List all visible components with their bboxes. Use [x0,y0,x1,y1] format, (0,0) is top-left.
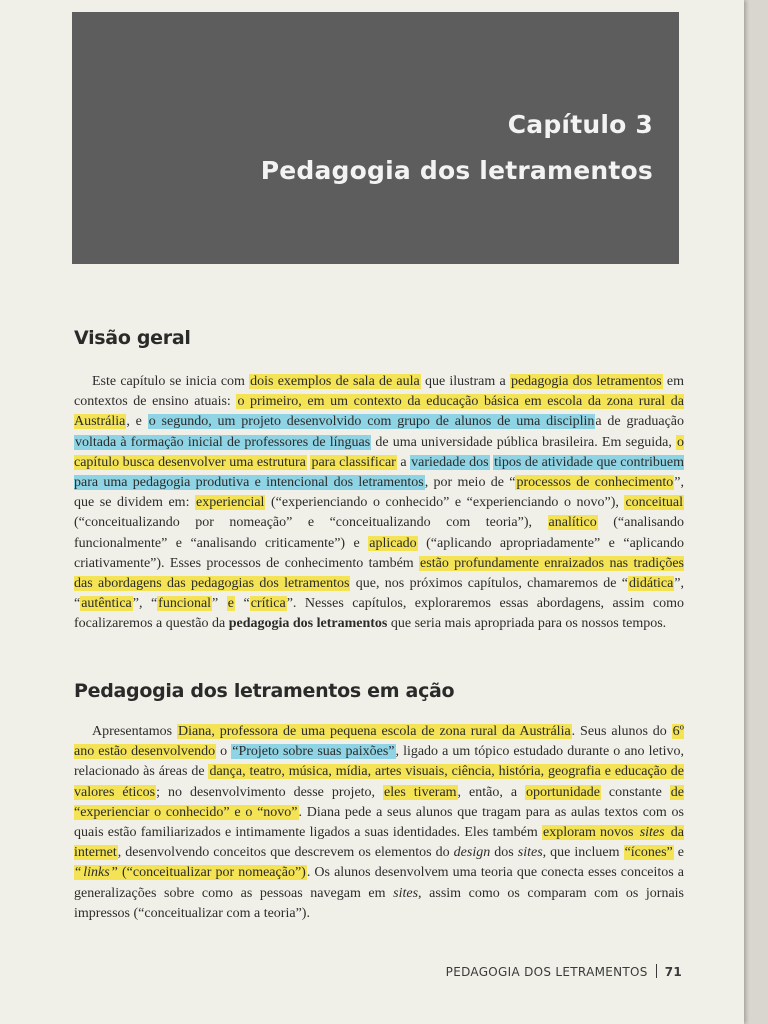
text-run: e [673,845,685,861]
section-heading-em-acao: Pedagogia dos letramentos em ação [74,680,455,702]
highlight-yellow: da internet [74,825,685,861]
highlight-yellow: o capítulo busca desenvolver uma estrutura [74,434,684,470]
highlight-yellow: experiencial [196,495,265,511]
page-footer [446,964,682,979]
text-run: ”. Nesses capítulos, exploraremos essas abordagens, assim como focalizaremos a questão da [74,596,684,632]
highlight-yellow: dança, teatro, música, mídia, artes visuais, ciência, história, geografia e educação de valores éticos [74,764,684,800]
text-run: (“aplicando apropriadamente” e “aplicando criativamente”). Esses processos de conhecimento também [74,535,685,571]
highlight-yellow: links [83,865,110,881]
text-run: dos [490,845,518,861]
highlight-blue: voltada à formação inicial de professores de línguas [75,434,371,450]
highlight-yellow: crítica [250,596,286,612]
highlight-yellow: e [227,596,234,612]
text-run: constante [600,784,670,800]
text-run: , assim como os comparam com os jornais impressos (“conceitualizar com a teoria”). [74,885,684,921]
highlight-yellow: eles tiveram [384,784,457,800]
highlight-yellow: exploram novos [542,825,638,841]
highlight-yellow: autêntica [81,596,132,612]
text-run: (“conceitualizando por nomeação” e “conceitualizando com teoria”), [74,515,548,531]
highlight-yellow: 6º ano estão desenvolvendo [74,724,684,760]
paragraph-em-acao [74,722,684,924]
text-run: (“experienciando o conhecido” e “experienciando o novo”), [265,495,625,511]
highlight-yellow: Diana, professora de uma pequena escola de zona rural da Austrália [177,724,571,739]
text-run: , ligado a um tópico estudado durante o ano letivo, relacionado às áreas de [74,744,685,780]
italic-text: sites [517,845,543,861]
highlight-yellow: oportunidade [526,784,600,800]
text-run: ” [212,596,227,612]
paragraph-visao-geral [74,372,684,635]
text-run: Apresentamos [92,724,177,739]
text-run: o [216,744,232,760]
text-run: “ [234,596,250,612]
highlight-yellow: “ [75,865,82,881]
text-run: , então, a [457,784,526,800]
text-run: que, nos próximos capítulos, chamaremos de “ [350,576,628,592]
text-run: , e [126,414,148,430]
highlight-yellow: estão profundamente enraizados nas tradições das abordagens das pedagogias dos letramentos [74,555,685,592]
page-number: 71 [664,965,682,979]
text-run: a [396,454,411,470]
text-run: . Os alunos desenvolvem uma teoria que conecta esses conceitos a generalizações sobre como as pessoas navegam em [74,865,684,901]
italic-text: sites [393,885,419,901]
highlight-yellow: processos de conhecimento [516,475,674,491]
highlight-yellow: analítico [548,515,597,531]
highlight-yellow: aplicado [369,535,417,551]
italic-text: design [453,845,491,861]
text-run: , desenvolvendo conceitos que descrevem os elementos do [117,845,454,861]
text-run: Este capítulo se inicia com [92,374,250,389]
chapter-number: Capítulo 3 [507,110,653,139]
highlight-yellow: funcional [158,596,212,612]
section-heading-visao-geral: Visão geral [74,327,191,349]
text-run: , que incluem [542,845,624,861]
highlight-blue: “Projeto sobre suas paixões” [232,744,395,760]
chapter-title: Pedagogia dos letramentos [260,156,653,185]
text-run: , por meio de “ [424,475,516,491]
highlight-yellow: para classificar [311,454,396,470]
highlight-yellow: ” (“conceitualizar por nomeação”) [111,865,306,881]
highlight-yellow: “ícones” [624,845,673,861]
chapter-heading [261,102,653,194]
highlight-yellow: de “experienciar o conhecido” e o “novo” [74,784,684,820]
text-run: . Seus alunos do [571,724,672,739]
highlight-yellow: dois exemplos de sala de aula [250,374,420,389]
text-run: que ilustram a [420,374,510,389]
highlight-yellow: o primeiro, em um contexto da educação básica em escola da zona rural da Austrália [74,394,684,430]
text-run: ”, “ [74,576,684,612]
highlight-blue: variedade dos [411,454,489,470]
text-run: . Diana pede a seus alunos que tragam para as aulas textos com os quais estão familiarizados e intimamente ligados a suas identidades. Eles também [74,804,684,841]
bold-text: pedagogia dos letramentos [228,616,388,632]
text-run: ”, “ [132,596,158,612]
text-run: a de graduação [595,414,684,430]
highlight-yellow: sites [639,825,665,841]
text-run: ; no desenvolvimento desse projeto, [156,784,384,800]
text-run: ”, que se dividem em: [74,475,684,511]
highlight-blue: tipos de atividade que contribuem para uma pedagogia produtiva e intencional dos letramentos [74,454,685,491]
highlight-blue: o segundo, um projeto desenvolvido com grupo de alunos de uma disciplin [148,414,595,430]
highlight-yellow: pedagogia dos letramentos [510,374,662,389]
text-run: (“analisando funcionalmente” e “analisando criticamente”) e [74,515,684,551]
chapter-banner [72,12,679,264]
text-run: em contextos de ensino atuais: [74,374,684,410]
text-run: de uma universidade pública brasileira. Em seguida, [371,434,676,450]
running-title: PEDAGOGIA DOS LETRAMENTOS [445,965,648,979]
highlight-yellow: conceitual [625,495,683,511]
highlight-yellow: didática [628,576,674,592]
text-run: que seria mais apropriada para os nossos tempos. [387,616,667,632]
footer-divider [656,964,657,978]
